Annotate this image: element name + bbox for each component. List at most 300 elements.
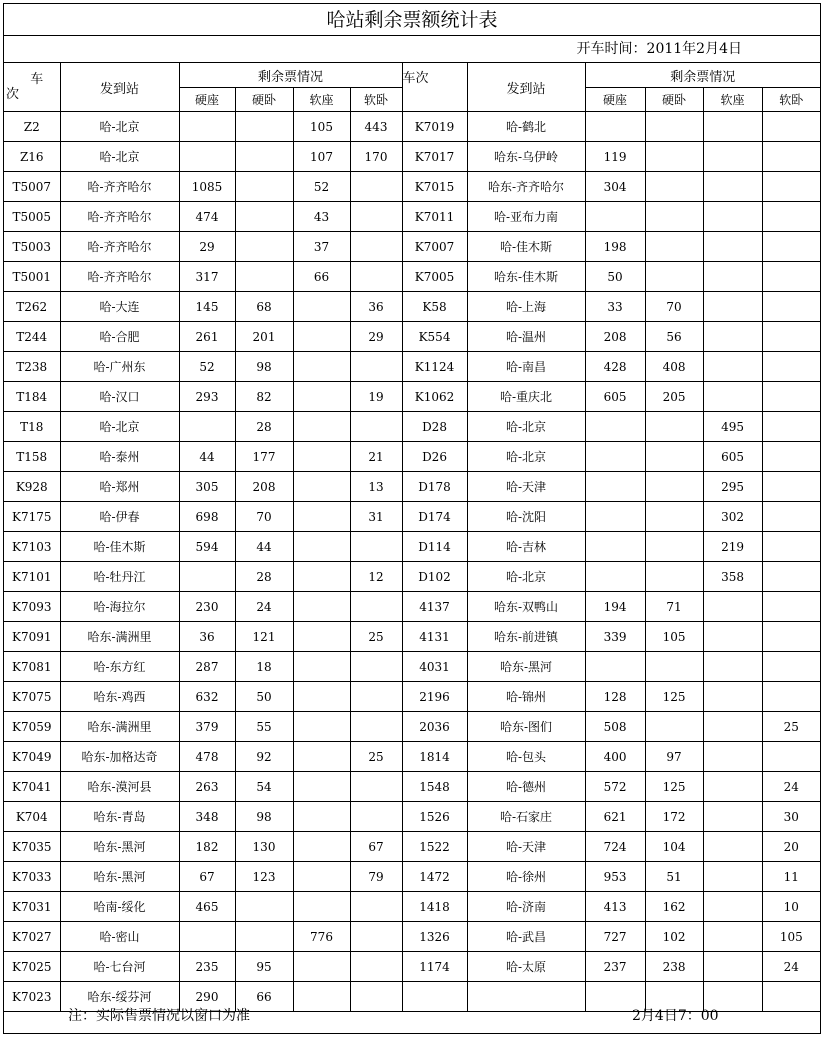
header-train-left [4,63,60,112]
left-soft-seat-cell: 43 [293,202,350,232]
right-station-cell: 哈-徐州 [467,862,585,892]
left-soft-seat-cell: 107 [293,142,350,172]
table-row [4,652,820,682]
left-hard-sleeper-cell: 66 [235,982,293,1012]
right-hard-seat-cell [585,202,645,232]
left-station-cell: 哈-齐齐哈尔 [60,262,179,292]
table-row [4,442,820,472]
right-soft-seat-cell [703,952,762,982]
right-soft-sleeper-cell [762,502,820,532]
table-row [4,472,820,502]
left-soft-seat-cell: 66 [293,262,350,292]
departure-date: 开车时间：2011年2月4日 [4,36,820,63]
right-hard-seat-cell: 621 [585,802,645,832]
left-soft-seat-cell [293,742,350,772]
table-row [4,502,820,532]
table-row [4,292,820,322]
right-station-cell: 哈-包头 [467,742,585,772]
left-train-cell: T184 [4,382,60,412]
left-station-cell: 哈东-绥芬河 [60,982,179,1012]
table-row [4,202,820,232]
right-hard-sleeper-cell: 56 [645,322,703,352]
right-station-cell: 哈-沈阳 [467,502,585,532]
left-hard-seat-cell [179,562,235,592]
right-hard-sleeper-cell [645,232,703,262]
left-soft-sleeper-cell [350,172,402,202]
left-soft-sleeper-cell: 21 [350,442,402,472]
left-soft-sleeper-cell [350,202,402,232]
left-soft-sleeper-cell: 13 [350,472,402,502]
left-station-cell: 哈-北京 [60,112,179,142]
right-hard-sleeper-cell [645,472,703,502]
left-station-cell: 哈-牡丹江 [60,562,179,592]
right-hard-seat-cell: 572 [585,772,645,802]
right-hard-seat-cell: 339 [585,622,645,652]
right-hard-seat-cell: 33 [585,292,645,322]
left-station-cell: 哈-伊春 [60,502,179,532]
table-row [4,922,820,952]
ticket-sheet [3,3,821,1034]
left-hard-sleeper-cell: 121 [235,622,293,652]
left-train-cell: K928 [4,472,60,502]
table-row [4,262,820,292]
footer-timestamp: 2月4日7：00 [632,1008,719,1024]
header-station-left: 发到站 [60,63,179,112]
right-hard-sleeper-cell: 408 [645,352,703,382]
left-train-cell: T18 [4,412,60,442]
ticket-table-body [4,112,820,1012]
left-hard-seat-cell: 1085 [179,172,235,202]
right-station-cell: 哈-温州 [467,322,585,352]
right-train-cell: D114 [402,532,467,562]
right-soft-seat-cell [703,652,762,682]
left-soft-sleeper-cell [350,412,402,442]
left-station-cell: 哈东-青岛 [60,802,179,832]
right-soft-seat-cell [703,292,762,322]
left-station-cell: 哈-七台河 [60,952,179,982]
right-soft-seat-cell [703,232,762,262]
header-remaining-left: 剩余票情况 [179,63,402,88]
right-station-cell: 哈-德州 [467,772,585,802]
left-soft-sleeper-cell: 31 [350,502,402,532]
right-station-cell: 哈-天津 [467,832,585,862]
left-hard-sleeper-cell: 123 [235,862,293,892]
header-station-right: 发到站 [467,63,585,112]
left-hard-seat-cell: 261 [179,322,235,352]
left-soft-sleeper-cell [350,652,402,682]
right-train-cell: D102 [402,562,467,592]
left-soft-seat-cell [293,622,350,652]
left-soft-seat-cell [293,862,350,892]
right-train-cell: K58 [402,292,467,322]
left-hard-seat-cell: 182 [179,832,235,862]
right-hard-seat-cell [585,442,645,472]
left-hard-seat-cell: 67 [179,862,235,892]
right-station-cell: 哈东-图们 [467,712,585,742]
right-soft-sleeper-cell: 10 [762,892,820,922]
left-train-cell: T262 [4,292,60,322]
left-hard-sleeper-cell [235,922,293,952]
table-row [4,772,820,802]
left-station-cell: 哈-佳木斯 [60,532,179,562]
right-station-cell: 哈-石家庄 [467,802,585,832]
left-hard-sleeper-cell: 82 [235,382,293,412]
right-soft-seat-cell [703,712,762,742]
right-train-cell: D26 [402,442,467,472]
left-soft-sleeper-cell [350,892,402,922]
header-train-left-top: 车 [30,72,44,87]
right-soft-seat-cell [703,112,762,142]
right-hard-sleeper-cell: 205 [645,382,703,412]
header-soft-seat: 软座 [703,88,762,112]
left-hard-sleeper-cell: 208 [235,472,293,502]
table-row [4,412,820,442]
left-train-cell: T244 [4,322,60,352]
right-soft-sleeper-cell: 11 [762,862,820,892]
table-row [4,382,820,412]
right-station-cell: 哈-上海 [467,292,585,322]
left-station-cell: 哈东-黑河 [60,862,179,892]
table-row [4,892,820,922]
right-soft-seat-cell [703,382,762,412]
right-soft-sleeper-cell: 25 [762,712,820,742]
right-hard-sleeper-cell [645,532,703,562]
header-hard-seat: 硬座 [179,88,235,112]
left-soft-sleeper-cell [350,352,402,382]
right-hard-sleeper-cell [645,412,703,442]
right-station-cell: 哈-亚布力南 [467,202,585,232]
left-train-cell: K7175 [4,502,60,532]
header-soft-sleeper: 软卧 [762,88,820,112]
right-train-cell: K7019 [402,112,467,142]
left-train-cell: K7075 [4,682,60,712]
right-soft-sleeper-cell [762,412,820,442]
table-row [4,802,820,832]
left-station-cell: 哈东-鸡西 [60,682,179,712]
left-soft-seat-cell [293,352,350,382]
left-hard-seat-cell: 52 [179,352,235,382]
right-hard-sleeper-cell [645,172,703,202]
left-soft-sleeper-cell [350,532,402,562]
left-station-cell: 哈-泰州 [60,442,179,472]
left-train-cell: T5003 [4,232,60,262]
right-hard-seat-cell [585,652,645,682]
left-train-cell: K7023 [4,982,60,1012]
right-soft-sleeper-cell [762,112,820,142]
left-train-cell: K7103 [4,532,60,562]
left-hard-sleeper-cell [235,892,293,922]
right-soft-seat-cell [703,922,762,952]
left-soft-seat-cell [293,412,350,442]
right-hard-seat-cell: 128 [585,682,645,712]
right-train-cell: 1326 [402,922,467,952]
left-train-cell: K7041 [4,772,60,802]
left-soft-sleeper-cell: 12 [350,562,402,592]
right-hard-sleeper-cell [645,562,703,592]
right-hard-sleeper-cell: 70 [645,292,703,322]
left-station-cell: 哈东-加格达奇 [60,742,179,772]
right-train-cell: 4131 [402,622,467,652]
left-train-cell: K7049 [4,742,60,772]
right-station-cell: 哈东-前进镇 [467,622,585,652]
left-hard-seat-cell: 29 [179,232,235,262]
table-row [4,232,820,262]
right-station-cell: 哈-佳木斯 [467,232,585,262]
right-soft-seat-cell [703,772,762,802]
table-row [4,742,820,772]
left-hard-sleeper-cell: 92 [235,742,293,772]
right-soft-sleeper-cell: 24 [762,772,820,802]
right-hard-sleeper-cell [645,502,703,532]
right-train-cell: 1548 [402,772,467,802]
left-soft-sleeper-cell: 25 [350,622,402,652]
right-train-cell: K7005 [402,262,467,292]
right-soft-seat-cell [703,832,762,862]
right-hard-seat-cell: 400 [585,742,645,772]
table-row [4,532,820,562]
right-train-cell: 2036 [402,712,467,742]
table-row [4,562,820,592]
right-soft-seat-cell: 219 [703,532,762,562]
left-soft-seat-cell [293,772,350,802]
left-soft-sleeper-cell [350,922,402,952]
left-station-cell: 哈-合肥 [60,322,179,352]
right-soft-sleeper-cell [762,622,820,652]
right-hard-seat-cell [585,562,645,592]
right-soft-seat-cell [703,742,762,772]
right-station-cell: 哈-吉林 [467,532,585,562]
right-hard-seat-cell: 237 [585,952,645,982]
right-hard-seat-cell: 304 [585,172,645,202]
right-hard-sleeper-cell: 104 [645,832,703,862]
left-hard-seat-cell [179,142,235,172]
right-soft-sleeper-cell [762,232,820,262]
left-hard-sleeper-cell: 50 [235,682,293,712]
right-station-cell: 哈-济南 [467,892,585,922]
left-hard-seat-cell [179,412,235,442]
footer-note: 注：实际售票情况以窗口为准 [68,1008,250,1024]
left-hard-sleeper-cell: 70 [235,502,293,532]
left-hard-seat-cell [179,922,235,952]
left-soft-seat-cell [293,892,350,922]
table-row [4,142,820,172]
right-hard-seat-cell: 119 [585,142,645,172]
right-soft-sleeper-cell: 30 [762,802,820,832]
left-hard-seat-cell: 263 [179,772,235,802]
right-station-cell: 哈-武昌 [467,922,585,952]
right-hard-sleeper-cell [645,442,703,472]
header-soft-seat: 软座 [293,88,350,112]
right-station-cell: 哈东-齐齐哈尔 [467,172,585,202]
table-row [4,622,820,652]
right-hard-seat-cell: 50 [585,262,645,292]
left-soft-seat-cell [293,382,350,412]
left-soft-seat-cell [293,952,350,982]
right-train-cell: K1124 [402,352,467,382]
table-row [4,712,820,742]
right-soft-seat-cell [703,592,762,622]
right-soft-seat-cell [703,262,762,292]
left-hard-sleeper-cell: 55 [235,712,293,742]
right-soft-seat-cell [703,202,762,232]
right-hard-sleeper-cell [645,112,703,142]
left-train-cell: K704 [4,802,60,832]
header-hard-seat: 硬座 [585,88,645,112]
right-soft-seat-cell: 605 [703,442,762,472]
left-station-cell: 哈-大连 [60,292,179,322]
right-station-cell: 哈-天津 [467,472,585,502]
left-soft-sleeper-cell: 36 [350,292,402,322]
left-hard-sleeper-cell: 177 [235,442,293,472]
right-station-cell: 哈东-佳木斯 [467,262,585,292]
left-soft-seat-cell [293,592,350,622]
right-soft-sleeper-cell [762,562,820,592]
left-hard-sleeper-cell: 201 [235,322,293,352]
table-row [4,322,820,352]
right-hard-sleeper-cell: 238 [645,952,703,982]
right-station-cell: 哈-太原 [467,952,585,982]
right-train-cell: 1418 [402,892,467,922]
left-hard-seat-cell: 474 [179,202,235,232]
right-hard-seat-cell: 428 [585,352,645,382]
right-soft-seat-cell [703,352,762,382]
left-soft-seat-cell [293,442,350,472]
header-train-right: 车次 [402,63,467,112]
right-soft-sleeper-cell [762,532,820,562]
left-soft-seat-cell: 37 [293,232,350,262]
left-hard-sleeper-cell [235,172,293,202]
left-soft-sleeper-cell [350,772,402,802]
left-soft-seat-cell [293,532,350,562]
left-hard-sleeper-cell [235,262,293,292]
left-hard-sleeper-cell: 18 [235,652,293,682]
left-hard-seat-cell: 230 [179,592,235,622]
right-station-cell: 哈-北京 [467,412,585,442]
right-hard-sleeper-cell [645,652,703,682]
left-hard-sleeper-cell: 98 [235,802,293,832]
left-hard-seat-cell [179,112,235,142]
right-hard-sleeper-cell: 125 [645,682,703,712]
left-train-cell: K7059 [4,712,60,742]
left-soft-sleeper-cell [350,262,402,292]
table-row [4,172,820,202]
left-hard-sleeper-cell: 130 [235,832,293,862]
right-train-cell: 1814 [402,742,467,772]
right-train-cell: K554 [402,322,467,352]
table-row [4,682,820,712]
right-soft-sleeper-cell [762,322,820,352]
right-hard-sleeper-cell [645,142,703,172]
right-hard-seat-cell: 605 [585,382,645,412]
left-station-cell: 哈-齐齐哈尔 [60,202,179,232]
right-train-cell: D178 [402,472,467,502]
left-train-cell: K7025 [4,952,60,982]
left-hard-seat-cell: 465 [179,892,235,922]
table-row [4,862,820,892]
left-soft-seat-cell [293,322,350,352]
right-soft-seat-cell [703,322,762,352]
left-soft-sleeper-cell: 443 [350,112,402,142]
left-soft-sleeper-cell: 170 [350,142,402,172]
left-hard-seat-cell: 478 [179,742,235,772]
left-soft-seat-cell: 105 [293,112,350,142]
right-hard-sleeper-cell [645,262,703,292]
left-train-cell: K7031 [4,892,60,922]
right-train-cell: K7017 [402,142,467,172]
left-soft-sleeper-cell [350,232,402,262]
left-soft-sleeper-cell: 25 [350,742,402,772]
right-soft-sleeper-cell [762,352,820,382]
header-hard-sleeper: 硬卧 [235,88,293,112]
right-soft-sleeper-cell [762,742,820,772]
left-train-cell: K7027 [4,922,60,952]
left-station-cell: 哈-北京 [60,142,179,172]
right-station-cell: 哈-重庆北 [467,382,585,412]
right-station-cell: 哈-北京 [467,562,585,592]
left-soft-seat-cell [293,802,350,832]
right-soft-seat-cell [703,892,762,922]
right-train-cell: 1174 [402,952,467,982]
left-hard-sleeper-cell: 54 [235,772,293,802]
left-train-cell: Z16 [4,142,60,172]
right-soft-sleeper-cell [762,202,820,232]
right-soft-sleeper-cell [762,292,820,322]
right-soft-sleeper-cell [762,442,820,472]
left-train-cell: K7101 [4,562,60,592]
left-hard-sleeper-cell: 44 [235,532,293,562]
table-row [4,592,820,622]
left-station-cell: 哈南-绥化 [60,892,179,922]
left-soft-seat-cell [293,652,350,682]
left-hard-seat-cell: 317 [179,262,235,292]
ticket-table [4,63,820,1012]
left-station-cell: 哈东-漠河县 [60,772,179,802]
left-soft-seat-cell: 776 [293,922,350,952]
right-hard-sleeper-cell [645,712,703,742]
left-soft-seat-cell [293,832,350,862]
right-hard-seat-cell: 727 [585,922,645,952]
left-train-cell: T238 [4,352,60,382]
right-hard-sleeper-cell: 172 [645,802,703,832]
left-station-cell: 哈-海拉尔 [60,592,179,622]
right-soft-sleeper-cell [762,382,820,412]
right-train-cell: 1472 [402,862,467,892]
left-train-cell: Z2 [4,112,60,142]
left-train-cell: T158 [4,442,60,472]
left-hard-sleeper-cell: 28 [235,562,293,592]
table-row [4,832,820,862]
header-soft-sleeper: 软卧 [350,88,402,112]
right-station-cell: 哈-锦州 [467,682,585,712]
right-hard-seat-cell: 208 [585,322,645,352]
right-soft-sleeper-cell: 24 [762,952,820,982]
left-hard-seat-cell: 235 [179,952,235,982]
left-soft-seat-cell: 52 [293,172,350,202]
left-station-cell: 哈-齐齐哈尔 [60,172,179,202]
left-hard-sleeper-cell [235,142,293,172]
left-hard-sleeper-cell: 68 [235,292,293,322]
header-train-left-bottom: 次 [6,87,20,102]
table-row [4,952,820,982]
left-soft-seat-cell [293,712,350,742]
left-hard-sleeper-cell: 95 [235,952,293,982]
left-hard-sleeper-cell: 24 [235,592,293,622]
right-train-cell: K1062 [402,382,467,412]
left-soft-sleeper-cell: 29 [350,322,402,352]
left-station-cell: 哈-北京 [60,412,179,442]
left-hard-seat-cell: 698 [179,502,235,532]
header-hard-sleeper: 硬卧 [645,88,703,112]
